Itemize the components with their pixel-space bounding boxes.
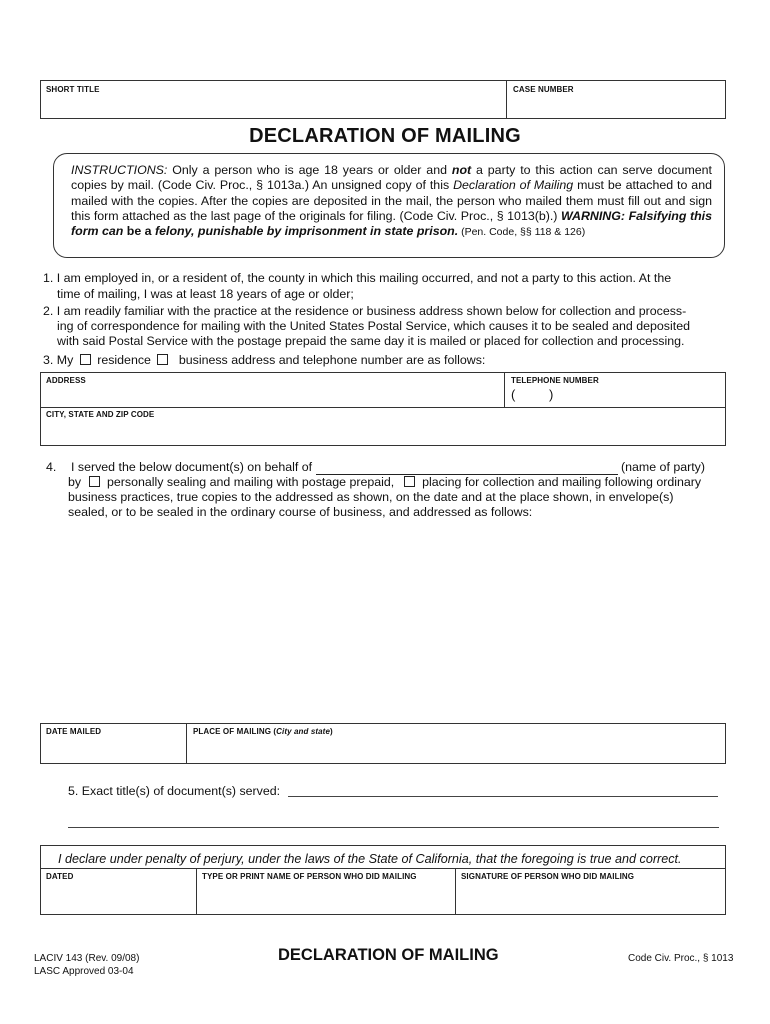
item-3 [43,353,485,368]
declaration-divider-2 [455,868,456,915]
address-divider-h [40,407,726,408]
instructions-part-3: must be attached to and mailed with the copies. After the copies are deposited in the mail, the person who mailed them must fill out and sign this form attached as the last page of the originals for filing. (Code Civ. Proc., § 1013(b).) [71,178,712,223]
item-2-line-2: ing of correspondence for mailing with the United States Postal Service, which causes it to be sealed and deposited [57,319,690,333]
item-4-line-2 [68,475,701,490]
city-state-zip-field[interactable] [41,421,725,445]
item-4-line-1 [71,460,705,475]
document-title-field[interactable] [288,796,718,797]
code-reference: Code Civ. Proc., § 1013 [628,953,734,964]
instructions-pen-code: (Pen. Code, §§ 118 & 126) [458,226,586,239]
item-4-by: by [68,475,82,489]
mailing-divider [186,723,187,764]
printed-name-field[interactable] [198,883,454,914]
instructions-text [71,163,712,240]
place-label-close: ) [330,727,333,736]
document-title-field-2[interactable] [68,827,719,828]
item-1-line-2: time of mailing, I was at least 18 years of age or older; [57,287,354,301]
city-state-zip-label: CITY, STATE AND ZIP CODE [46,410,155,419]
form-id: LACIV 143 (Rev. 09/08) [34,953,140,964]
approval-note: LASC Approved 03-04 [34,966,134,977]
telephone-field[interactable] [506,386,725,406]
printed-name-label: TYPE OR PRINT NAME OF PERSON WHO DID MAILING [202,872,417,881]
instructions-warning: WARNING: [561,208,626,223]
instructions-falsify-2: felony, punishable by imprisonment in state prison. [155,224,459,239]
name-of-party-label: (name of party) [620,460,705,474]
date-mailed-field[interactable] [41,738,185,763]
placing-for-collection-label: placing for collection and mailing following ordinary [422,475,702,489]
addressees-area[interactable] [68,525,718,715]
item-4-line-4: sealed, or to be sealed in the ordinary course of business, and addressed as follows: [68,505,533,519]
residence-checkbox[interactable] [80,354,91,365]
short-title-label: SHORT TITLE [46,85,100,94]
header-divider [506,80,507,119]
place-of-mailing-field[interactable] [188,738,725,763]
short-title-field[interactable] [41,96,505,118]
place-of-mailing-label [193,727,333,736]
telephone-label: TELEPHONE NUMBER [511,376,599,385]
instructions-doc-name: Declaration of Mailing [453,178,574,193]
personally-sealing-label: personally sealing and mailing with postage prepaid, [107,475,395,489]
instructions-lead: INSTRUCTIONS: [71,163,168,177]
dated-label: DATED [46,872,74,881]
item-2-line-1: 2. I am readily familiar with the practice at the residence or business address shown below for collection and process- [43,304,687,318]
item-5-label: 5. Exact title(s) of document(s) served: [68,784,281,798]
address-field[interactable] [41,387,503,406]
declaration-divider-1 [196,868,197,915]
item-4-line-3: business practices, true copies to the addressed as shown, on the date and at the place shown, in envelope(s) [68,490,674,504]
footer-title: DECLARATION OF MAILING [278,946,499,964]
page-title: DECLARATION OF MAILING [249,125,521,147]
case-number-field[interactable] [508,96,725,118]
date-mailed-label: DATE MAILED [46,727,102,736]
address-divider-v [504,372,505,407]
place-label-text: PLACE OF MAILING ( [193,727,277,736]
phone-close-paren: ) [549,387,554,402]
place-label-italic: City and state [276,727,330,736]
item-4-number: 4. [46,460,57,474]
business-checkbox[interactable] [157,354,168,365]
declaration-divider-h [40,868,726,869]
residence-label: residence [97,353,151,367]
placing-for-collection-checkbox[interactable] [404,476,415,487]
business-label: business address and telephone number are as follows: [178,353,486,367]
phone-open-paren: ( [511,387,516,402]
item-2-line-3: with said Postal Service with the postage prepaid the same day it is mailed or placed for collection and processing. [57,334,685,348]
instructions-part-2: a party to this action can serve document copies by mail. (Code Civ. Proc., § 1013a.) An unsigned copy of this [71,163,712,193]
instructions-falsify-1: Falsifying this form can [71,208,712,239]
instructions-be-a: be a [123,224,156,239]
instructions-part-1: Only a person who is age 18 years or older and [167,163,452,177]
item-1-line-1: 1. I am employed in, or a resident of, the county in which this mailing occurred, and not a party to this action. At the [43,271,672,285]
item-3-prefix: 3. My [43,353,74,367]
address-label: ADDRESS [46,376,86,385]
item-4-behalf-text: I served the below document(s) on behalf of [71,460,313,474]
signature-label: SIGNATURE OF PERSON WHO DID MAILING [461,872,635,881]
party-name-field[interactable] [316,462,618,475]
perjury-declaration: I declare under penalty of perjury, under the laws of the State of California, that the foregoing is true and correct. [58,852,682,866]
case-number-label: CASE NUMBER [513,85,574,94]
signature-field[interactable] [457,883,725,914]
dated-field[interactable] [41,883,195,914]
personally-sealing-checkbox[interactable] [89,476,100,487]
instructions-not: not [451,163,472,177]
